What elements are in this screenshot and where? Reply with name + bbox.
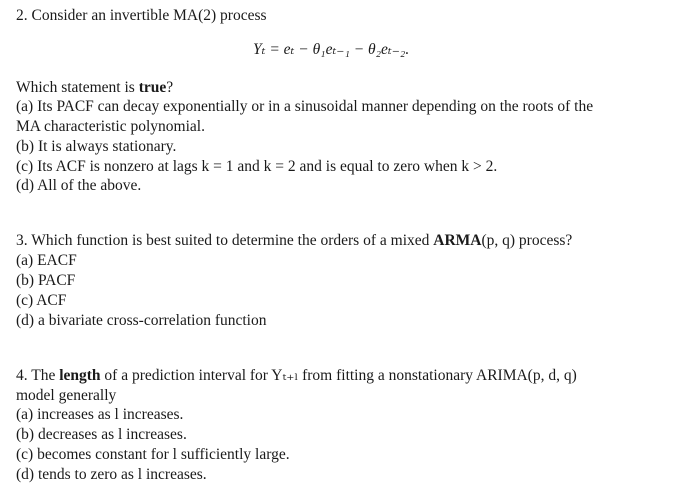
- q4-prompt-post: of a prediction interval for Yₜ₊ₗ from fitting a nonstationary ARIMA(p, d, q): [100, 367, 577, 384]
- q3-option-d: (d) a bivariate cross-correlation function: [16, 312, 267, 329]
- q2-option-d: (d) All of the above.: [16, 177, 142, 194]
- q4-option-c: (c) becomes constant for l sufficiently large.: [16, 446, 290, 463]
- q4-prompt-line2: model generally: [16, 387, 117, 404]
- q4-option-b: (b) decreases as l increases.: [16, 426, 187, 443]
- q2-stem: [16, 78, 173, 98]
- q3-prompt-post: (p, q) process?: [481, 232, 573, 249]
- q4-prompt: [16, 366, 577, 386]
- q4-prompt-pre: 4. The: [16, 367, 60, 384]
- q3-prompt-bold: ARMA: [433, 232, 482, 249]
- q4-option-a: (a) increases as l increases.: [16, 406, 184, 423]
- q4-prompt-bold: length: [59, 367, 101, 384]
- q3-option-c: (c) ACF: [16, 292, 67, 309]
- q2-option-a-line1: (a) Its PACF can decay exponentially or in a sinusoidal manner depending on the roots of the: [16, 98, 594, 115]
- q3-option-b: (b) PACF: [16, 272, 76, 289]
- q3-option-a: (a) EACF: [16, 252, 77, 269]
- q3-prompt-pre: 3. Which function is best suited to determine the orders of a mixed: [16, 232, 434, 249]
- q2-equation: Yₜ = eₜ − θ₁eₜ₋₁ − θ₂eₜ₋₂.: [253, 41, 410, 58]
- q2-option-c: (c) Its ACF is nonzero at lags k = 1 and k = 2 and is equal to zero when k > 2.: [16, 158, 498, 175]
- q2-stem-post: ?: [166, 79, 174, 96]
- q2-prompt: 2. Consider an invertible MA(2) process: [16, 7, 267, 24]
- q4-option-d: (d) tends to zero as l increases.: [16, 466, 207, 483]
- q2-option-b: (b) It is always stationary.: [16, 138, 177, 155]
- q2-stem-bold: true: [138, 79, 167, 96]
- q2-option-a-line2: MA characteristic polynomial.: [16, 118, 205, 135]
- q2-stem-pre: Which statement is: [16, 79, 139, 96]
- q3-prompt: [16, 231, 572, 251]
